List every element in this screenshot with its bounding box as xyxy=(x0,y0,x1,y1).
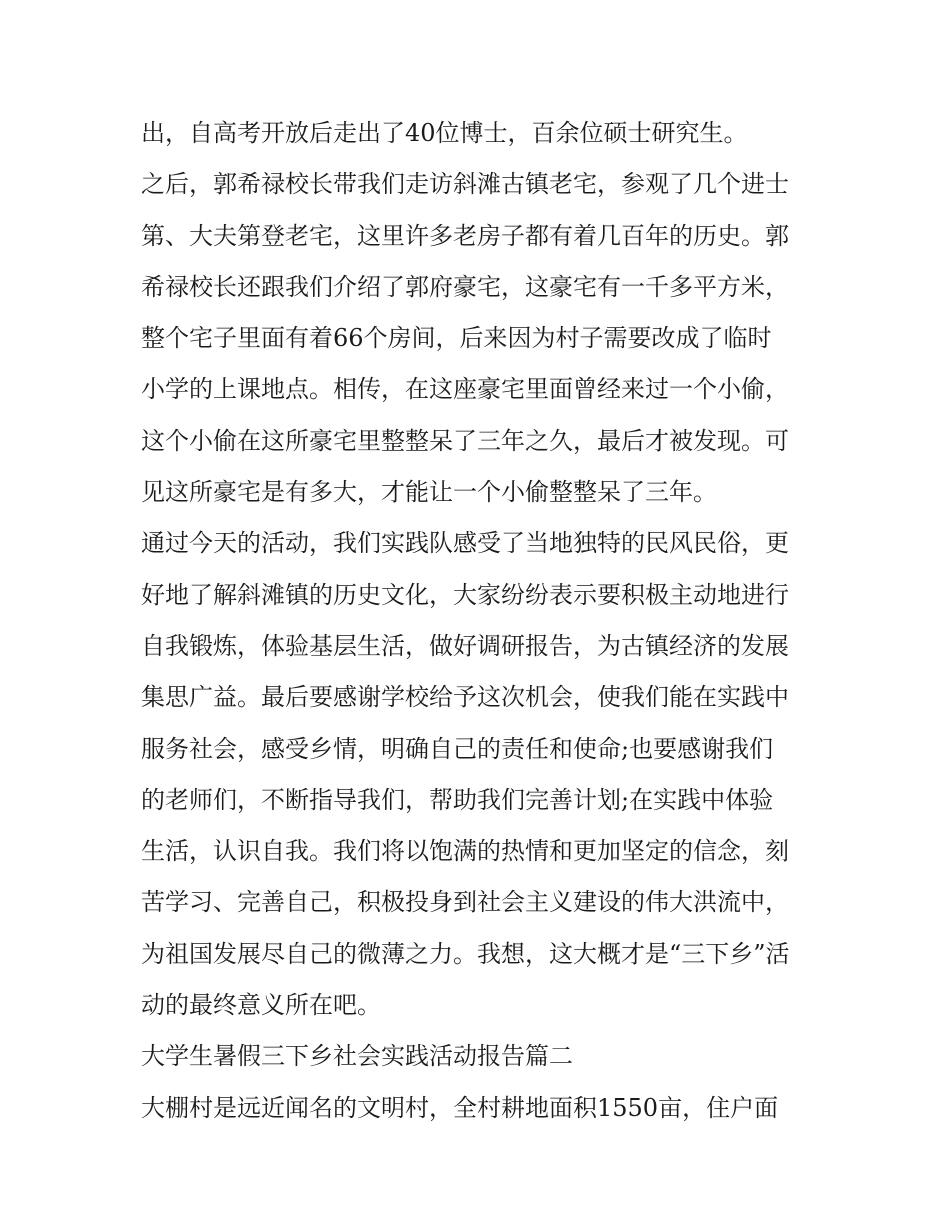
text-line: 通过今天的活动，我们实践队感受了当地独特的民风民俗，更 xyxy=(141,529,789,558)
text-line: 服务社会，感受乡情，明确自己的责任和使命;也要感谢我们 xyxy=(141,734,774,763)
text-line: 自我锻炼，体验基层生活，做好调研报告，为古镇经济的发展 xyxy=(141,631,789,660)
text-line: 好地了解斜滩镇的历史文化，大家纷纷表示要积极主动地进行 xyxy=(141,580,789,609)
text-line: 大棚村是远近闻名的文明村，全村耕地面积1550亩，住户面 xyxy=(141,1093,779,1122)
document-body xyxy=(141,108,821,1134)
text-line: 苦学习、完善自己，积极投身到社会主义建设的伟大洪流中， xyxy=(141,888,789,917)
section-heading: 大学生暑假三下乡社会实践活动报告篇二 xyxy=(141,1042,573,1071)
text-line: 集思广益。最后要感谢学校给予这次机会，使我们能在实践中 xyxy=(141,683,789,712)
text-line: 这个小偷在这所豪宅里整整呆了三年之久，最后才被发现。可 xyxy=(141,426,789,455)
text-line: 出，自高考开放后走出了40位博士，百余位硕士研究生。 xyxy=(141,119,748,147)
text-line: 的老师们，不断指导我们，帮助我们完善计划;在实践中体验 xyxy=(141,785,774,814)
text-line: 小学的上课地点。相传，在这座豪宅里面曾经来过一个小偷， xyxy=(141,375,789,404)
text-line: 希禄校长还跟我们介绍了郭府豪宅，这豪宅有一千多平方米， xyxy=(141,272,789,301)
text-line: 生活，认识自我。我们将以饱满的热情和更加坚定的信念，刻 xyxy=(141,837,789,866)
text-line: 之后，郭希禄校长带我们走访斜滩古镇老宅，参观了几个进士 xyxy=(141,170,789,199)
text-line: 动的最终意义所在吧。 xyxy=(141,991,381,1020)
text-line: 第、大夫第登老宅，这里许多老房子都有着几百年的历史。郭 xyxy=(141,221,789,250)
text-line: 为祖国发展尽自己的微薄之力。我想，这大概才是“三下乡”活 xyxy=(141,939,790,968)
text-line: 整个宅子里面有着66个房间，后来因为村子需要改成了临时 xyxy=(141,324,772,353)
text-line: 见这所豪宅是有多大，才能让一个小偷整整呆了三年。 xyxy=(141,478,717,507)
